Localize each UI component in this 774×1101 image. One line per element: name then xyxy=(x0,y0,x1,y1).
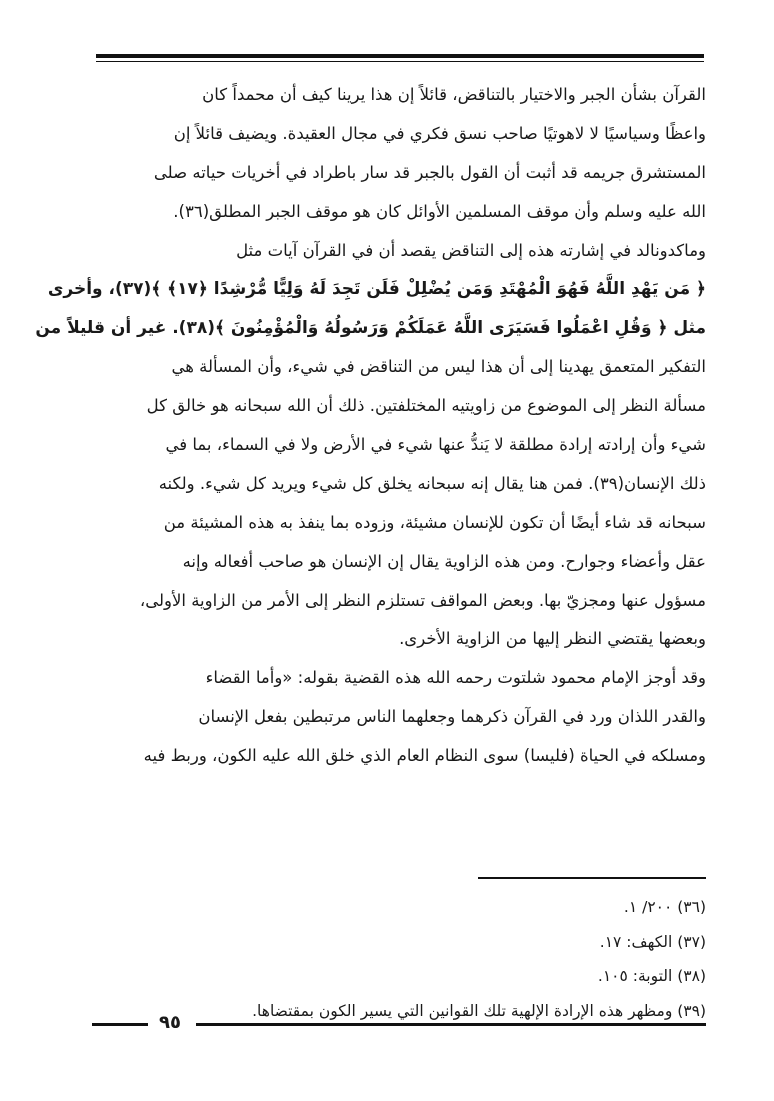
footnote: (٣٦) ٢٠٠/ ١. xyxy=(623,898,706,916)
body-line: مسألة النظر إلى الموضوع من زاويتيه المختلفتين. ذلك أن الله سبحانه هو خالق كل xyxy=(146,396,706,416)
body-text xyxy=(35,76,706,776)
footer-rule-right xyxy=(196,1023,706,1026)
quran-verse-line: ﴿ مَن يَهْدِ اللَّهُ فَهُوَ الْمُهْتَدِ وَمَن يُضْلِلْ فَلَن تَجِدَ لَهُ وَلِيًّا مُّرْشِدًا ﴿١٧﴾ ﴾(٣٧)، وأخرى xyxy=(47,279,706,300)
footnotes xyxy=(92,890,706,1028)
footer-rule-left xyxy=(92,1023,148,1026)
body-line: مسؤول عنها ومجزيّ بها. وبعض المواقف تستلزم النظر إلى الأمر من الزاوية الأولى، xyxy=(139,590,706,610)
body-line: عقل وأعضاء وجوارح. ومن هذه الزاوية يقال إن الإنسان هو صاحب أفعاله وإنه xyxy=(182,551,706,571)
header-rule-thin xyxy=(96,61,704,62)
body-line: الله عليه وسلم وأن موقف المسلمين الأوائل كان هو موقف الجبر المطلق(٣٦). xyxy=(173,201,706,221)
footnote: (٣٧) الكهف: ١٧. xyxy=(599,932,706,951)
header-rule-thick xyxy=(96,54,704,58)
body-line: وماكدونالد في إشارته هذه إلى التناقض يقصد أن في القرآن آيات مثل xyxy=(236,240,706,260)
body-line: شيء وأن إرادته إرادة مطلقة لا يَندُّ عنها شيء في الأرض ولا في السماء، بما في xyxy=(165,435,706,455)
body-line: واعظًا وسياسيًا لا لاهوتيًا صاحب نسق فكري في مجال العقيدة. ويضيف قائلاً إن xyxy=(173,123,706,143)
quran-verse-line: مثل ﴿ وَقُلِ اعْمَلُوا فَسَيَرَى اللَّهُ عَمَلَكُمْ وَرَسُولُهُ وَالْمُؤْمِنُونَ ﴾(٣٨). غير أن قليلاً من xyxy=(35,318,706,339)
body-line: سبحانه قد شاء أيضًا أن تكون للإنسان مشيئة، وزوده بما ينفذ به هذه المشيئة من xyxy=(163,512,706,532)
page-number: ٩٥ xyxy=(159,1012,181,1033)
footnote: (٣٨) التوبة: ١٠٥. xyxy=(597,967,706,985)
body-line: وبعضها يقتضي النظر إليها من الزاوية الأخرى. xyxy=(399,629,706,649)
body-line: ومسلكه في الحياة (فليسا) سوى النظام العام الذي خلق الله عليه الكون، وربط فيه xyxy=(143,746,706,766)
body-line: التفكير المتعمق يهدينا إلى أن هذا ليس من التناقض في شيء، وأن المسألة هي xyxy=(171,357,706,377)
body-line: ذلك الإنسان(٣٩). فمن هنا يقال إنه سبحانه يخلق كل شيء ويريد كل شيء. ولكنه xyxy=(158,473,706,493)
body-line: القرآن بشأن الجبر والاختيار بالتناقض، قائلاً إن هذا يرينا كيف أن محمداً كان xyxy=(202,85,706,104)
body-line: وقد أوجز الإمام محمود شلتوت رحمه الله هذه القضية بقوله: «وأما القضاء xyxy=(205,668,706,688)
footnote: (٣٩) ومظهر هذه الإرادة الإلهية تلك القوانين التي يسير الكون بمقتضاها. xyxy=(252,1001,706,1020)
footnote-separator xyxy=(478,877,706,879)
body-line: المستشرق جريمه قد أثبت أن القول بالجبر قد سار باطراد في أخريات حياته صلى xyxy=(153,162,706,182)
body-line: والقدر اللذان ورد في القرآن ذكرهما وجعلهما الناس مرتبطين بفعل الإنسان xyxy=(198,707,706,727)
